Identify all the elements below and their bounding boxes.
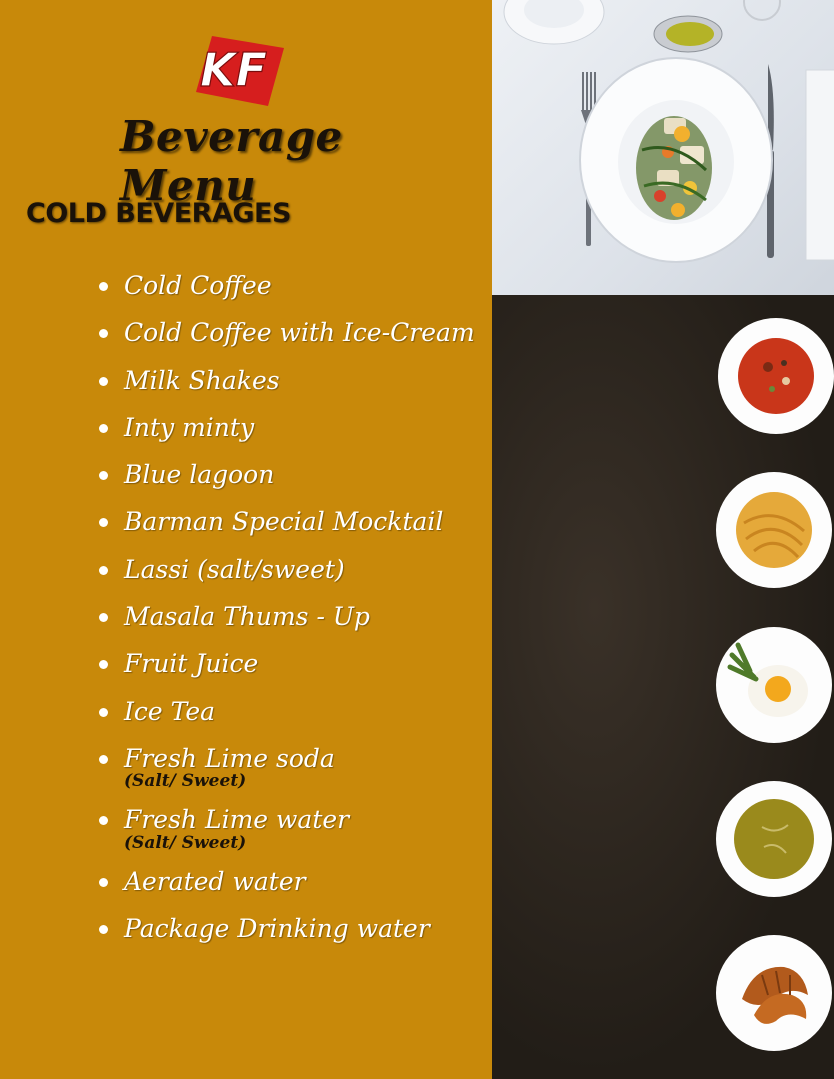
- menu-item: [96, 262, 486, 309]
- menu-item: [96, 451, 486, 498]
- menu-item: [96, 546, 486, 593]
- napkin: [806, 70, 834, 260]
- menu-item-label: Fresh Lime soda: [96, 735, 486, 782]
- menu-item: [96, 735, 486, 792]
- menu-item-label: Inty minty: [96, 404, 486, 451]
- kf-logo: [190, 34, 286, 108]
- plated-dish-photo: [492, 0, 834, 295]
- menu-item-label: Lassi (salt/sweet): [96, 546, 486, 593]
- menu-item-label: Package Drinking water: [96, 905, 486, 952]
- menu-item-label: Cold Coffee with Ice-Cream: [96, 309, 486, 356]
- dark-food-panel: [492, 295, 834, 1079]
- fried-egg-plate: [716, 627, 832, 743]
- menu-item: [96, 796, 486, 853]
- section-heading: COLD BEVERAGES: [26, 198, 291, 229]
- menu-item-label: Masala Thums - Up: [96, 593, 486, 640]
- menu-item: [96, 640, 486, 687]
- lentil-soup-bowl: [716, 781, 832, 897]
- menu-item: [96, 357, 486, 404]
- menu-item: [96, 858, 486, 905]
- menu-item: [96, 404, 486, 451]
- menu-item-label: Aerated water: [96, 858, 486, 905]
- menu-item-label: Fruit Juice: [96, 640, 486, 687]
- svg-text:KF: KF: [200, 43, 268, 97]
- pasta-bowl: [716, 472, 832, 588]
- menu-item-label: Fresh Lime water: [96, 796, 486, 843]
- menu-item-label: Milk Shakes: [96, 357, 486, 404]
- menu-item: [96, 688, 486, 735]
- croissant-plate: [716, 935, 832, 1051]
- menu-item-label: Blue lagoon: [96, 451, 486, 498]
- tomato-soup-bowl: [718, 318, 834, 434]
- menu-item: [96, 593, 486, 640]
- menu-item: [96, 309, 486, 356]
- beverage-list: [96, 262, 486, 952]
- menu-item-label: Barman Special Mocktail: [96, 498, 486, 545]
- menu-item-note: (Salt/ Sweet): [124, 771, 247, 792]
- menu-title: Beverage Menu: [120, 112, 343, 210]
- menu-item-label: Ice Tea: [96, 688, 486, 735]
- menu-item: [96, 498, 486, 545]
- dish-food: [636, 116, 712, 220]
- menu-item: [96, 905, 486, 952]
- menu-item-label: Cold Coffee: [96, 262, 486, 309]
- menu-item-note: (Salt/ Sweet): [124, 832, 247, 853]
